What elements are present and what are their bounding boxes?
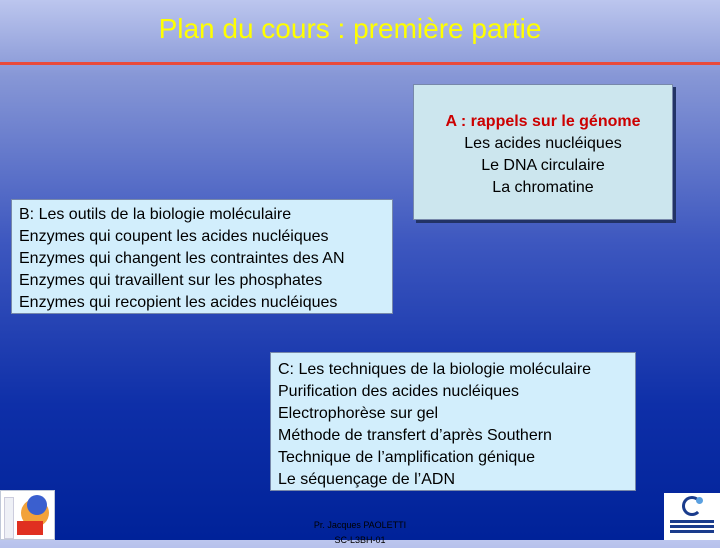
section-c-item: Méthode de transfert d’après Southern <box>278 427 552 444</box>
section-b-item: Enzymes qui recopient les acides nucléiques <box>19 294 338 311</box>
section-b-item: Enzymes qui changent les contraintes des AN <box>19 250 345 267</box>
section-c-item: Electrophorèse sur gel <box>278 405 439 422</box>
page-title: Plan du cours : première partie <box>158 13 542 44</box>
footer-code: SC-L3BH-01 <box>334 535 386 545</box>
section-b-box <box>11 199 393 314</box>
section-c-item: Purification des acides nucléiques <box>278 383 520 400</box>
section-a-item: Le DNA circulaire <box>481 157 605 174</box>
section-a-box <box>413 84 673 220</box>
section-b-item: Enzymes qui coupent les acides nucléiques <box>19 228 329 245</box>
centre-de-biophysique-moleculaire-logo-icon <box>664 493 720 540</box>
section-a-item: La chromatine <box>492 179 594 196</box>
title-divider <box>0 62 720 65</box>
section-a-item: Les acides nucléiques <box>464 135 622 152</box>
section-c-heading: C: Les techniques de la biologie moléculaire <box>278 361 592 378</box>
section-c-item: Le séquençage de l’ADN <box>278 471 456 488</box>
section-b-item: Enzymes qui travaillent sur les phosphates <box>19 272 323 289</box>
section-a-heading: A : rappels sur le génome <box>445 113 641 130</box>
university-logo-icon <box>0 490 55 540</box>
section-c-box <box>270 352 636 491</box>
footer-author: Pr. Jacques PAOLETTI <box>313 520 407 530</box>
section-b-heading: B: Les outils de la biologie moléculaire <box>19 206 292 223</box>
footer <box>280 518 440 548</box>
section-c-item: Technique de l’amplification génique <box>278 449 536 466</box>
